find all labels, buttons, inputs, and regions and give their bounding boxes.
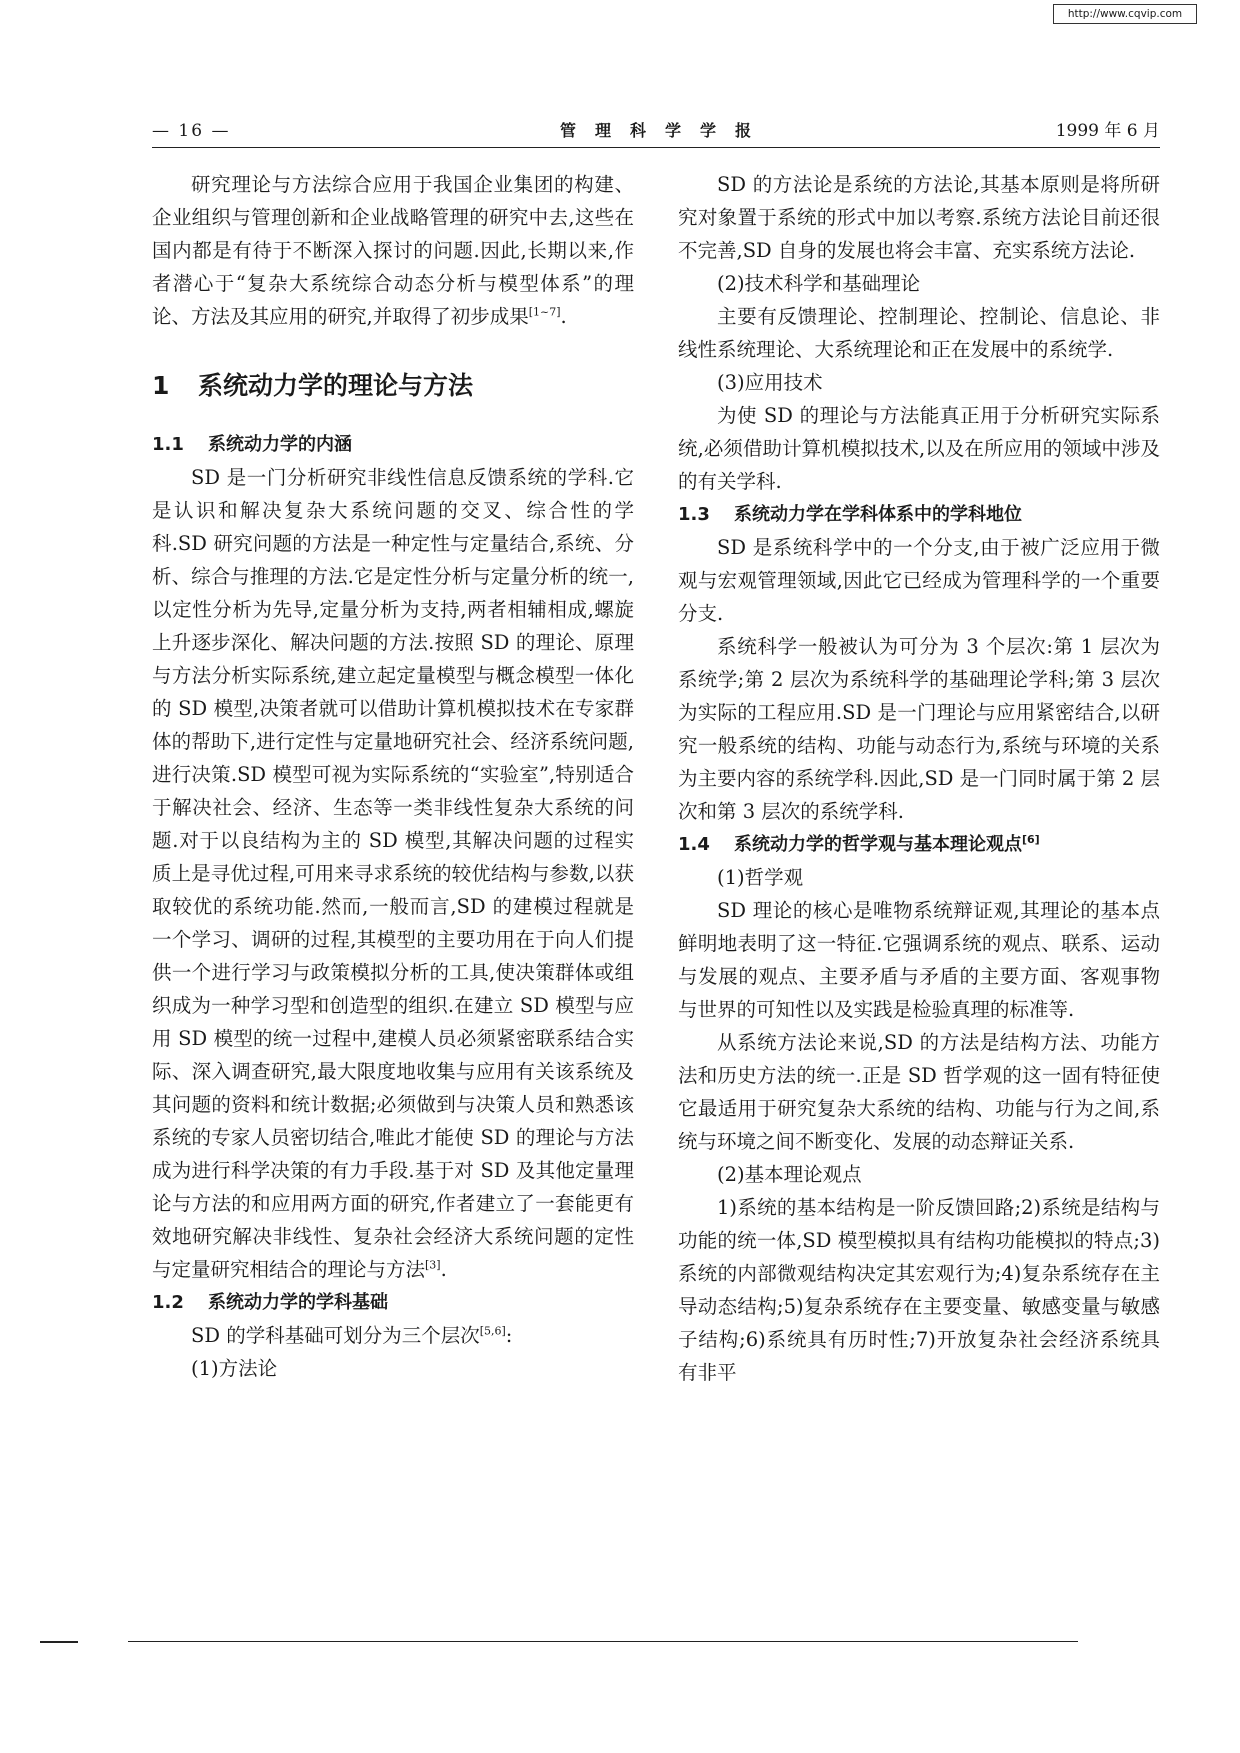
page-number: — 16 —: [152, 121, 231, 141]
section-heading: [152, 366, 634, 406]
citation: [1~7]: [528, 305, 561, 319]
body-paragraph: SD 理论的核心是唯物系统辩证观,其理论的基本点鲜明地表明了这一特征.它强调系统的观点、联系、运动与发展的观点、主要矛盾与矛盾的主要方面、客观事物与世界的可知性以及实践是检验真理的标准等.: [678, 899, 1160, 1021]
body-paragraph: 为使 SD 的理论与方法能真正用于分析研究实际系统,必须借助计算机模拟技术,以及在所应用的领域中涉及的有关学科.: [678, 404, 1160, 493]
intro-paragraph: 研究理论与方法综合应用于我国企业集团的构建、企业组织与管理创新和企业战略管理的研究中去,这些在国内都是有待于不断深入探讨的问题.因此,长期以来,作者潜心于“复杂大系统综合动态分析与模型体系”的理论、方法及其应用的研究,并取得了初步成果[1~7].: [152, 173, 634, 328]
journal-title: 管理科学学报: [560, 121, 771, 140]
header-rule: [152, 147, 1160, 148]
list-item-heading: (2)技术科学和基础理论: [717, 272, 921, 295]
body-paragraph: SD 的方法论是系统的方法论,其基本原则是将所研究对象置于系统的形式中加以考察.系统方法论目前还很不完善,SD 自身的发展也将会丰富、充实系统方法论.: [678, 173, 1160, 262]
footer-rule: [128, 1641, 1078, 1642]
subsection-title: 系统动力学的哲学观与基本理论观点: [734, 834, 1022, 855]
subsection-title: 系统动力学的内涵: [208, 434, 352, 455]
issue-date: 1999 年 6 月: [1055, 121, 1160, 141]
body-paragraph: SD 的学科基础可划分为三个层次[5,6]:: [191, 1324, 513, 1347]
subsection-number: 1.2: [152, 1292, 184, 1313]
body-paragraph: SD 是一门分析研究非线性信息反馈系统的学科.它是认识和解决复杂大系统问题的交叉、综合性的学科.SD 研究问题的方法是一种定性与定量结合,系统、分析、综合与推理的方法.它是定性分析与定量分析的统一,以定性分析为先导,定量分析为支持,两者相辅相成,螺旋上升逐步深化、解决问题的方法.按照 SD 的理论、原理与方法分析实际系统,建立起定量模型与概念模型一体化的 SD 模型,决策者就可以借助计算机模拟技术在专家群体的帮助下,进行定性与定量地研究社会、经济系统问题,进行决策.SD 模型可视为实际系统的“实验室”,特别适合于解决社会、经济、生态等一类非线性复杂大系统的问题.对于以良结构为主的 SD 模型,其解决问题的过程实质上是寻优过程,可用来寻求系统的较优结构与参数,以获取较优的系统功能.然而,一般而言,SD 的建模过程就是一个学习、调研的过程,其模型的主要功用在于向人们提供一个进行学习与政策模拟分析的工具,使决策群体或组织成为一种学习型和创造型的组织.在建立 SD 模型与应用 SD 模型的统一过程中,建模人员必须紧密联系结合实际、深入调查研究,最大限度地收集与应用有关该系统及其问题的资料和统计数据;必须做到与决策人员和熟悉该系统的专家人员密切结合,唯此才能使 SD 的理论与方法成为进行科学决策的有力手段.基于对 SD 及其他定量理论与方法的和应用两方面的研究,作者建立了一套能更有效地研究解决非线性、复杂社会经济大系统问题的定性与定量研究相结合的理论与方法[3].: [152, 466, 634, 1281]
subsection-heading: [152, 1286, 634, 1319]
section-title: 系统动力学的理论与方法: [198, 371, 474, 400]
list-item-heading: (2)基本理论观点: [717, 1163, 862, 1186]
citation: [6]: [1022, 833, 1040, 846]
source-url-watermark: http://www.cqvip.com: [1053, 4, 1197, 24]
subsection-number: 1.1: [152, 434, 184, 455]
body-paragraph: 系统科学一般被认为可分为 3 个层次:第 1 层次为系统学;第 2 层次为系统科学的基础理论学科;第 3 层次为实际的工程应用.SD 是一门理论与应用紧密结合,以研究一般系统的结构、功能与动态行为,系统与环境的关系为主要内容的系统学科.因此,SD 是一门同时属于第 2 层次和第 3 层次的系统学科.: [678, 635, 1160, 823]
subsection-heading: [678, 498, 1160, 531]
subsection-heading: [152, 428, 634, 461]
subsection-number: 1.4: [678, 834, 710, 855]
subsection-title: 系统动力学的学科基础: [208, 1292, 388, 1313]
subsection-title: 系统动力学在学科体系中的学科地位: [734, 504, 1022, 525]
section-number: 1: [152, 371, 170, 400]
list-item-heading: (1)方法论: [191, 1357, 278, 1380]
body-paragraph: 从系统方法论来说,SD 的方法是结构方法、功能方法和历史方法的统一.正是 SD 哲学观的这一固有特征使它最适用于研究复杂大系统的结构、功能与行为之间,系统与环境之间不断变化、发展的动态辩证关系.: [678, 1031, 1160, 1153]
body-paragraph: 1)系统的基本结构是一阶反馈回路;2)系统是结构与功能的统一体,SD 模型模拟具有结构功能模拟的特点;3)系统的内部微观结构决定其宏观行为;4)复杂系统存在主导动态结构;5)复杂系统存在主要变量、敏感变量与敏感子结构;6)系统具有历时性;7)开放复杂社会经济系统具有非平: [678, 1196, 1160, 1384]
subsection-number: 1.3: [678, 504, 710, 525]
body-paragraph: SD 是系统科学中的一个分支,由于被广泛应用于微观与宏观管理领域,因此它已经成为管理科学的一个重要分支.: [678, 536, 1160, 625]
list-item-heading: (3)应用技术: [717, 371, 823, 394]
citation: [3]: [425, 1258, 441, 1272]
list-item-heading: (1)哲学观: [717, 866, 804, 889]
citation: [5,6]: [479, 1324, 506, 1338]
right-column: [678, 168, 1160, 1389]
subsection-heading: [678, 828, 1160, 861]
left-column: [152, 168, 634, 1385]
body-paragraph: 主要有反馈理论、控制理论、控制论、信息论、非线性系统理论、大系统理论和正在发展中的系统学.: [678, 305, 1160, 361]
footer-rule-left: [40, 1641, 78, 1643]
